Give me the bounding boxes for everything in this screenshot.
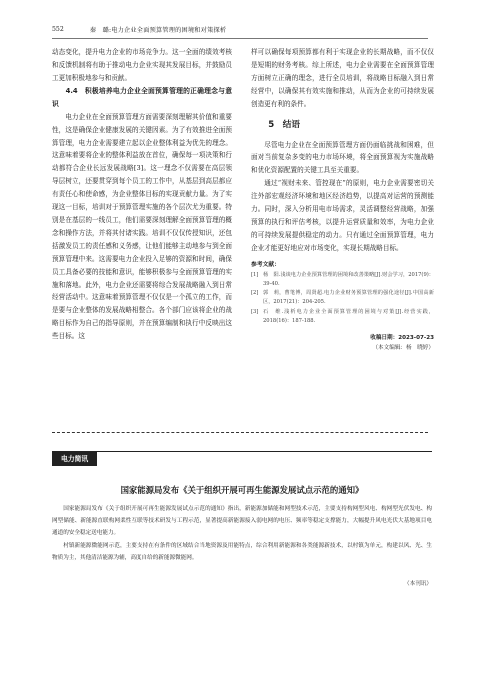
reference-number: [3] — [251, 308, 259, 315]
running-title: 秦 璐:电力企业全面预算管理的困境和对策探析 — [89, 26, 227, 34]
news-tag: 电力简讯 — [52, 452, 97, 466]
body-paragraph: 尽管电力企业在全面预算管理方面仍面临挑战和困难，但面对当前复杂多变的电力市场环境，将全面预算视为实施战略和优化资源配置的关键工具至关重要。 — [251, 140, 434, 175]
news-tag-bar — [52, 451, 432, 466]
section-5-title: 5 结语 — [268, 119, 300, 130]
page-number: 552 — [52, 25, 64, 33]
reference-number: [1] — [251, 271, 259, 278]
news-title: 国家能源局发布《关于组织开展可再生能源发展试点示范的通知》 — [120, 485, 364, 495]
news-paragraph: 国家能源局发布《关于组织开展可再生能源发展试点示范的通知》指出，新能源加储能和网型技术示范，主要支持构网型风电、构网型光伏发电、构网型储能、新能源直联构网柔性互联等技术研发与工程示范，显著提高新能源接入弱电网的电压、频率等稳定支撑能力，大幅提升风电光伏大基地项目电通道的安全稳定送电能力。 — [52, 506, 432, 537]
news-source: （本刊讯） — [404, 581, 432, 587]
body-paragraph: 样可以确保每项预算都有利于实现企业的长期战略，而不仅仅是短期的财务考核。综上所述，电力企业需要在全面预算管理方面树立正确的理念，进行全员培训，将战略目标融入到日常经营中，以确保其有效实施和推动，从而为企业的可持续发展创造更有利的条件。 — [251, 48, 434, 108]
reference-text: 石 维.浅析电力企业全面预算管理的困境与对策[J].经营实践，2018(16)：187-188. — [263, 308, 434, 324]
references-title: 参考文献： — [251, 261, 280, 268]
left-column — [52, 46, 232, 343]
news-body — [52, 503, 432, 564]
reference-text: 郭 莉，曹笔博，周贤超.电力企业财务预算管理的强化途径[J].中国高新区，2017(21)：204-205. — [263, 290, 434, 306]
news-paragraph: 村镇新能源微能网示范，主要支持在有条件的区域结合当地资源及用能特点，综合利用新能源和各类能源新技术，以村镇为单元，构建以风、光、生物质为主，其他清洁能源为辅，高度自给的新能源微能网。 — [52, 542, 432, 561]
right-column — [251, 46, 434, 353]
reference-item — [251, 271, 434, 289]
received-date: 收稿日期：2023-07-23 — [370, 334, 434, 341]
reference-number: [2] — [251, 290, 259, 297]
body-paragraph: 通过“视财未来、管控现在”的原则，电力企业需要密切关注外部宏观经济环境和地区经济趋势，以提高对运营的预测能力。同时，深入分析用电市场需求，灵活调整经营战略，加强预算的执行和评估考核，以提升运营质量和效率，为电力企业的可持续发展提供稳定的动力。只有通过全面预算管理，电力企业才能更好地应对市场变化，实现长期战略目标。 — [251, 179, 434, 252]
reference-item — [251, 308, 434, 326]
reference-text: 杨 阳.浅谈电力企业预算管理的困境和改善策略[J].财会学习，2017(9)：39-40. — [263, 271, 434, 287]
editor-credit: （本文编辑：杨 晓婷） — [372, 344, 434, 351]
body-paragraph: 电力企业在全面预算管理方面需要深刻理解其价值和重要性，这是确保企业健康发展的关键因素。为了有效推进全面预算管理，电力企业需要建立起以企业整体利益为优先的理念。这意味着要将企业的整体利益放在首位，确保每一项决策和行动都符合企业长远发展战略[3]。这一理念不仅需要在高层领导层树立，还要贯穿到每个员工的工作中，从基层到高层都应有责任心和使命感，为企业整体目标的实现贡献力量。为了实现这一目标，培训对于预算管理实施的各个层次尤为重要。特别是在基层的一线员工，他们需要深刻理解全面预算管理的概念和操作方法，并将其付诸实践。培训不仅仅传授知识，还包括激发员工的责任感和义务感，让他们能够主动地参与到全面预算管理中来。这需要电力企业投入足够的资源和时间，确保员工具备必要的技能和意识，能够积极参与全面预算管理的实施和落地。此外，电力企业还需要将综合发展战略融入到日常经营活动中。这意味着预算管理不仅仅是一个孤立的工作，而是要与企业整体的发展战略相整合。各个部门应该将企业的战略目标作为自己的指导原则，并在预算编制和执行中反映出这些目标。这 — [52, 112, 232, 341]
reference-item — [251, 289, 434, 307]
section-4-4-title: 4.4 积极培养电力企业全面预算管理的正确理念与意识 — [52, 86, 232, 108]
references-list — [251, 271, 434, 326]
dashed-divider — [52, 432, 428, 433]
running-header — [52, 23, 428, 39]
intro-paragraph: 动态变化，提升电力企业的市场竞争力。这一全面的绩效考核和反馈机制将有助于推动电力企业实现其发展目标，并鼓励员工更加积极地参与和贡献。 — [52, 48, 232, 82]
